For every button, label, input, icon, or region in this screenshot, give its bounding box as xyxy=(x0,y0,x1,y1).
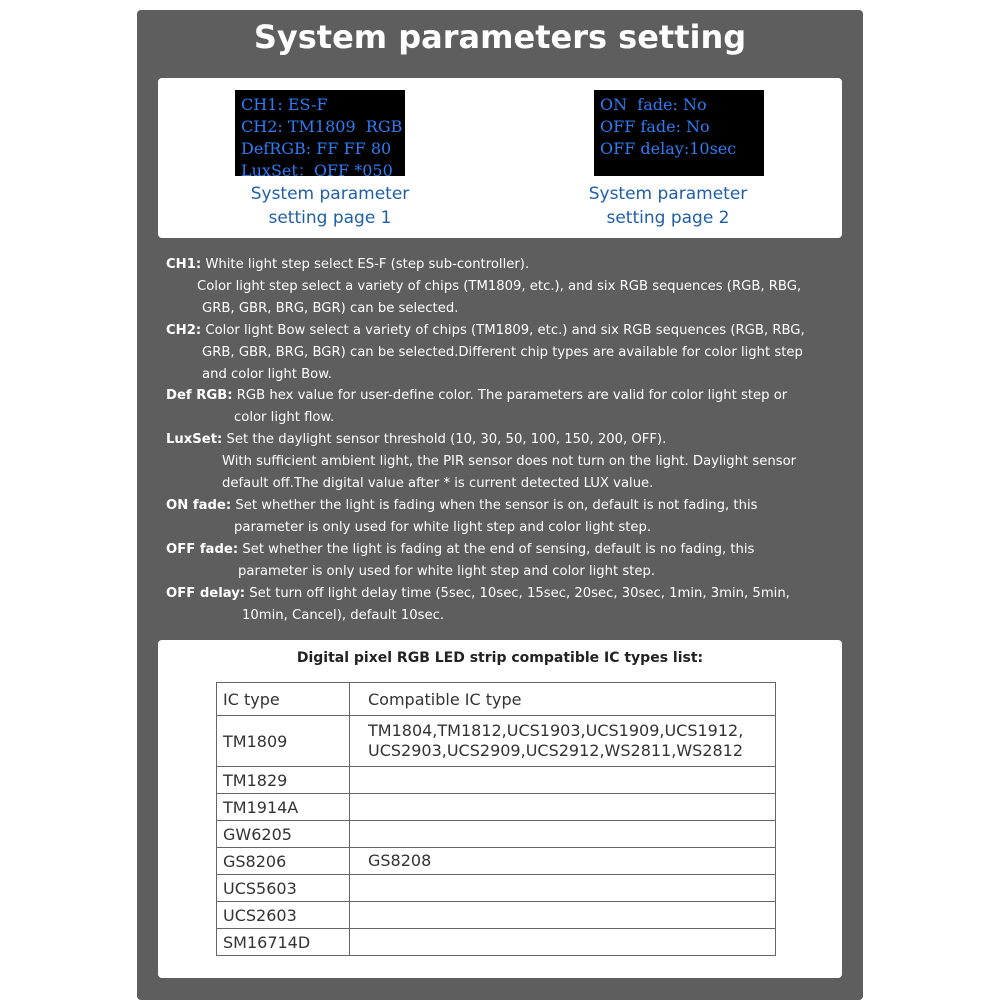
param-ch2 xyxy=(166,320,836,342)
lcd-screen-page-2 xyxy=(594,90,764,176)
param-label: CH1: xyxy=(166,257,202,272)
param-defrgb xyxy=(166,385,836,407)
param-label: CH2: xyxy=(166,322,202,338)
compatible-cell xyxy=(350,716,776,767)
param-label: Def RGB: xyxy=(166,388,233,404)
lcd-line: DefRGB: FF FF 80 xyxy=(241,139,392,158)
param-text: Set the daylight sensor threshold (10, 30, 50, 100, 150, 200, OFF). xyxy=(226,432,667,448)
param-text: 10min, Cancel), default 10sec. xyxy=(242,607,445,623)
parameter-descriptions xyxy=(166,254,836,626)
param-text: color light flow. xyxy=(234,410,335,426)
param-text: Color light step select a variety of chips (TM1809, etc.), and six RGB sequences (RGB, RBG, xyxy=(197,278,802,294)
param-text: GRB, GBR, BRG, BGR) can be selected. xyxy=(202,300,459,316)
table-row xyxy=(217,794,776,821)
param-text: parameter is only used for white light step and color light step. xyxy=(234,519,652,535)
ic-type-cell: UCS2603 xyxy=(217,902,350,929)
lcd-line: OFF fade: No xyxy=(600,117,710,136)
caption-line: setting page 2 xyxy=(606,208,730,228)
param-text: Set whether the light is fading when the sensor is on, default is not fading, this xyxy=(235,497,758,513)
ic-type-cell: GW6205 xyxy=(217,821,350,848)
lcd-line: LuxSet：OFF *050 xyxy=(241,161,393,180)
table-row xyxy=(217,767,776,794)
table-row xyxy=(217,821,776,848)
caption-page-2 xyxy=(558,182,778,230)
param-label: OFF delay: xyxy=(166,585,246,601)
page-title: System parameters setting xyxy=(253,18,747,56)
compatible-cell: GS8208 xyxy=(350,848,776,875)
compatible-line: UCS2903,UCS2909,UCS2912,WS2811,WS2812 xyxy=(368,741,744,760)
compatible-line: TM1804,TM1812,UCS1903,UCS1909,UCS1912, xyxy=(368,721,744,740)
compatible-cell xyxy=(350,821,776,848)
lcd-line: OFF delay:10sec xyxy=(600,139,737,158)
param-text: Color light Bow select a variety of chips (TM1809, etc.) and six RGB sequences (RGB, RBG, xyxy=(205,322,805,338)
ic-type-cell: TM1809 xyxy=(217,716,350,767)
ic-type-cell: SM16714D xyxy=(217,929,350,956)
param-text: GRB, GBR, BRG, BGR) can be selected.Different chip types are available for color light step xyxy=(202,344,803,360)
param-text: and color light Bow. xyxy=(202,366,332,382)
compatible-cell xyxy=(350,794,776,821)
lcd-line: ON fade: No xyxy=(600,95,707,114)
column-header-ic-type: IC type xyxy=(217,683,350,716)
table-row xyxy=(217,848,776,875)
compatible-cell xyxy=(350,902,776,929)
param-text: With sufficient ambient light, the PIR sensor does not turn on the light. Daylight sensor xyxy=(222,454,797,470)
param-text: default off.The digital value after * is current detected LUX value. xyxy=(222,476,654,492)
param-luxset xyxy=(166,429,836,451)
param-offdelay xyxy=(166,583,836,605)
compatible-cell xyxy=(350,929,776,956)
param-ch1 xyxy=(166,254,836,276)
param-label: OFF fade: xyxy=(166,541,239,557)
param-label: ON fade: xyxy=(166,497,232,513)
param-text: RGB hex value for user-define color. The parameters are valid for color light step or xyxy=(236,388,788,404)
caption-line: System parameter xyxy=(588,184,748,204)
param-label: LuxSet: xyxy=(166,432,223,448)
param-text: parameter is only used for white light step and color light step. xyxy=(238,563,656,579)
compatible-cell xyxy=(350,767,776,794)
table-row xyxy=(217,875,776,902)
ic-type-cell: TM1829 xyxy=(217,767,350,794)
caption-page-1 xyxy=(220,182,440,230)
ic-type-cell: TM1914A xyxy=(217,794,350,821)
param-text: Set whether the light is fading at the end of sensing, default is no fading, this xyxy=(242,541,755,557)
table-row xyxy=(217,716,776,767)
table-header-row xyxy=(217,683,776,716)
param-text: Set turn off light delay time (5sec, 10sec, 15sec, 20sec, 30sec, 1min, 3min, 5min, xyxy=(249,585,790,601)
param-text: White light step select ES-F (step sub-controller). xyxy=(205,257,530,272)
lcd-screen-page-1 xyxy=(235,90,405,180)
ic-table-title: Digital pixel RGB LED strip compatible IC types list: xyxy=(296,650,704,666)
ic-types-table xyxy=(216,682,776,956)
compatible-cell xyxy=(350,875,776,902)
param-offfade xyxy=(166,539,836,561)
caption-line: System parameter xyxy=(250,184,410,204)
ic-type-cell: UCS5603 xyxy=(217,875,350,902)
table-row xyxy=(217,902,776,929)
ic-type-cell: GS8206 xyxy=(217,848,350,875)
lcd-line: CH2: TM1809 RGB xyxy=(241,117,403,136)
caption-line: setting page 1 xyxy=(268,208,392,228)
param-onfade xyxy=(166,495,836,517)
column-header-compatible: Compatible IC type xyxy=(350,683,776,716)
lcd-line: CH1: ES-F xyxy=(241,95,328,114)
table-row xyxy=(217,929,776,956)
